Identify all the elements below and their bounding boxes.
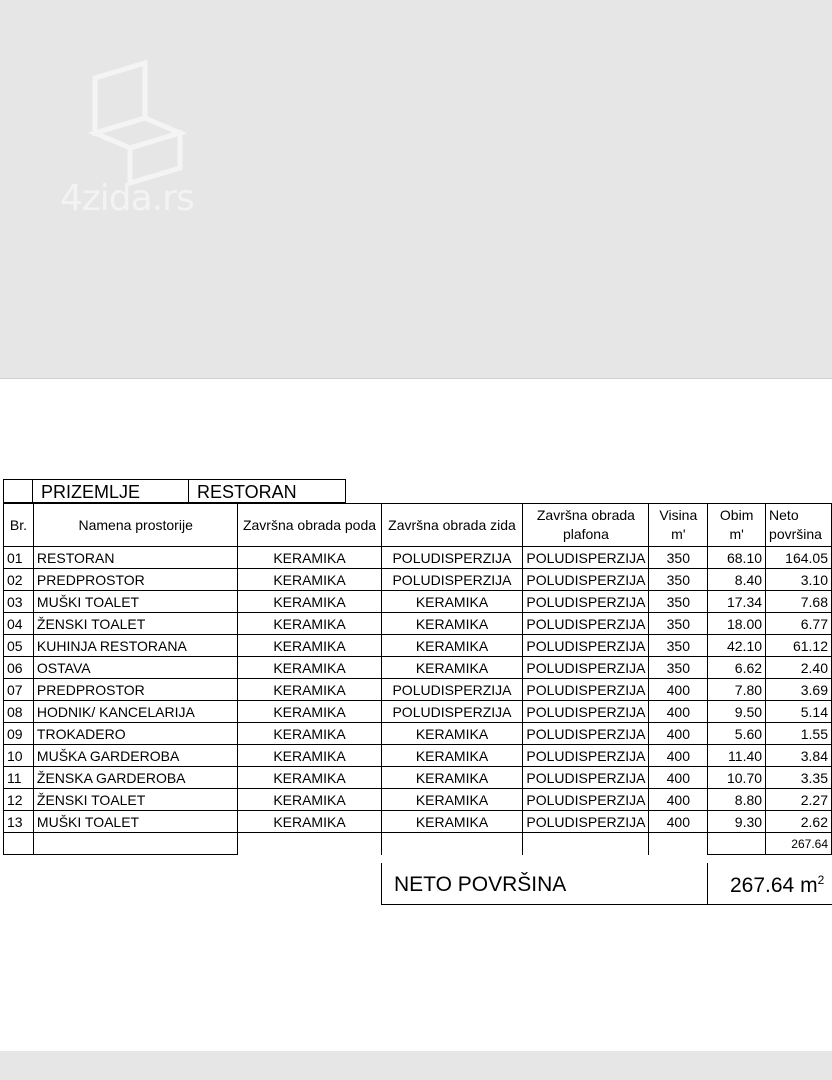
col-header: Završna obrada plafona [523, 504, 649, 547]
cell-name: OSTAVA [33, 657, 237, 679]
cell-zid: POLUDISPERZIJA [381, 569, 523, 591]
cell-visina: 400 [649, 745, 708, 767]
summary-divider [707, 863, 708, 905]
cell-zid: KERAMIKA [381, 613, 523, 635]
col-header: Namena prostorije [33, 504, 237, 547]
cell-plafon: POLUDISPERZIJA [523, 547, 649, 569]
table-row [4, 613, 832, 635]
cell-obim: 6.62 [708, 657, 766, 679]
table-row [4, 789, 832, 811]
table-row [4, 657, 832, 679]
cell-visina: 350 [649, 613, 708, 635]
cell-plafon: POLUDISPERZIJA [523, 679, 649, 701]
cell-br: 11 [4, 767, 34, 789]
cell-obim: 17.34 [708, 591, 766, 613]
cell-name: ŽENSKA GARDEROBA [33, 767, 237, 789]
col-header: Visina m' [649, 504, 708, 547]
cell-name: MUŠKA GARDEROBA [33, 745, 237, 767]
cell-neto: 1.55 [766, 723, 832, 745]
cell-zid: KERAMIKA [381, 635, 523, 657]
cell-pod: KERAMIKA [238, 613, 381, 635]
cell-plafon: POLUDISPERZIJA [523, 789, 649, 811]
cell-visina: 350 [649, 547, 708, 569]
cell-plafon: POLUDISPERZIJA [523, 591, 649, 613]
cell-zid: POLUDISPERZIJA [381, 547, 523, 569]
cell-visina: 350 [649, 569, 708, 591]
cell-name: RESTORAN [33, 547, 237, 569]
table-row [4, 811, 832, 833]
col-header: Br. [4, 504, 34, 547]
cell-obim: 7.80 [708, 679, 766, 701]
table-row [4, 635, 832, 657]
cell-name: ŽENSKI TOALET [33, 789, 237, 811]
cell-plafon: POLUDISPERZIJA [523, 635, 649, 657]
cell-pod: KERAMIKA [238, 679, 381, 701]
cell-obim: 9.50 [708, 701, 766, 723]
cell-neto: 2.27 [766, 789, 832, 811]
cell-pod: KERAMIKA [238, 811, 381, 833]
table-row [4, 723, 832, 745]
summary-unit-sup: 2 [817, 873, 825, 887]
cell-zid: POLUDISPERZIJA [381, 679, 523, 701]
cell-zid: POLUDISPERZIJA [381, 701, 523, 723]
cell-obim: 8.40 [708, 569, 766, 591]
cell-plafon: POLUDISPERZIJA [523, 745, 649, 767]
cell-zid: KERAMIKA [381, 811, 523, 833]
cell-pod: KERAMIKA [238, 789, 381, 811]
cell-name: MUŠKI TOALET [33, 811, 237, 833]
cell-zid: KERAMIKA [381, 591, 523, 613]
cell-pod: KERAMIKA [238, 569, 381, 591]
cell-plafon: POLUDISPERZIJA [523, 657, 649, 679]
summary-label: NETO POVRŠINA [394, 873, 567, 896]
cell-visina: 400 [649, 679, 708, 701]
table-total-row [4, 833, 832, 855]
cell-zid: KERAMIKA [381, 789, 523, 811]
cell-br: 08 [4, 701, 34, 723]
cell-name: PREDPROSTOR [33, 569, 237, 591]
cell-name: ŽENSKI TOALET [33, 613, 237, 635]
cell-visina: 350 [649, 657, 708, 679]
cell-neto: 61.12 [766, 635, 832, 657]
cell-visina: 400 [649, 767, 708, 789]
cell-obim: 18.00 [708, 613, 766, 635]
cell-empty [381, 833, 523, 855]
watermark-text: 4zida.rs [60, 178, 194, 219]
cell-visina: 400 [649, 811, 708, 833]
header-blank-cell [3, 479, 33, 503]
cell-pod: KERAMIKA [238, 767, 381, 789]
cell-br: 06 [4, 657, 34, 679]
unit-label: RESTORAN [188, 479, 346, 503]
cell-pod: KERAMIKA [238, 591, 381, 613]
cell-empty [4, 833, 34, 855]
col-header: Završna obrada zida [381, 504, 523, 547]
cell-br: 02 [4, 569, 34, 591]
cell-neto: 3.69 [766, 679, 832, 701]
cell-neto: 3.35 [766, 767, 832, 789]
cell-obim: 9.30 [708, 811, 766, 833]
cell-br: 10 [4, 745, 34, 767]
table-row [4, 591, 832, 613]
col-header: Neto površina [766, 504, 832, 547]
cell-br: 09 [4, 723, 34, 745]
cell-plafon: POLUDISPERZIJA [523, 701, 649, 723]
cell-obim: 42.10 [708, 635, 766, 657]
cell-plafon: POLUDISPERZIJA [523, 613, 649, 635]
cell-neto: 2.62 [766, 811, 832, 833]
cell-zid: KERAMIKA [381, 723, 523, 745]
cell-br: 03 [4, 591, 34, 613]
summary-value-number: 267.64 m [730, 874, 818, 897]
table-header-row [4, 504, 832, 547]
cell-neto: 3.84 [766, 745, 832, 767]
cell-total: 267.64 [766, 833, 832, 855]
summary-value [730, 873, 824, 898]
table-row [4, 679, 832, 701]
cell-neto: 2.40 [766, 657, 832, 679]
cell-empty [33, 833, 237, 855]
cell-obim: 11.40 [708, 745, 766, 767]
cell-name: KUHINJA RESTORANA [33, 635, 237, 657]
cell-name: TROKADERO [33, 723, 237, 745]
cell-pod: KERAMIKA [238, 547, 381, 569]
cell-br: 05 [4, 635, 34, 657]
cell-visina: 400 [649, 701, 708, 723]
cell-pod: KERAMIKA [238, 745, 381, 767]
cell-neto: 164.05 [766, 547, 832, 569]
cell-name: PREDPROSTOR [33, 679, 237, 701]
cell-br: 12 [4, 789, 34, 811]
document-sheet [0, 378, 832, 1051]
table-body [4, 547, 832, 855]
table-row [4, 701, 832, 723]
cell-neto: 6.77 [766, 613, 832, 635]
cell-obim: 8.80 [708, 789, 766, 811]
cell-pod: KERAMIKA [238, 701, 381, 723]
cell-neto: 7.68 [766, 591, 832, 613]
rooms-table [3, 503, 832, 855]
cell-zid: KERAMIKA [381, 657, 523, 679]
table-row [4, 745, 832, 767]
cell-neto: 3.10 [766, 569, 832, 591]
floor-label: PRIZEMLJE [32, 479, 189, 503]
cell-pod: KERAMIKA [238, 723, 381, 745]
cell-pod: KERAMIKA [238, 657, 381, 679]
cell-visina: 350 [649, 591, 708, 613]
cell-br: 04 [4, 613, 34, 635]
cell-plafon: POLUDISPERZIJA [523, 767, 649, 789]
cell-br: 13 [4, 811, 34, 833]
cell-empty [649, 833, 708, 855]
table-row [4, 569, 832, 591]
cell-obim: 68.10 [708, 547, 766, 569]
cell-empty [238, 833, 381, 855]
cell-visina: 350 [649, 635, 708, 657]
table-row [4, 767, 832, 789]
cell-obim: 10.70 [708, 767, 766, 789]
cell-visina: 400 [649, 789, 708, 811]
cell-plafon: POLUDISPERZIJA [523, 723, 649, 745]
cell-neto: 5.14 [766, 701, 832, 723]
cell-zid: KERAMIKA [381, 745, 523, 767]
cell-empty [708, 833, 766, 855]
cell-name: HODNIK/ KANCELARIJA [33, 701, 237, 723]
cell-plafon: POLUDISPERZIJA [523, 811, 649, 833]
col-header: Obim m' [708, 504, 766, 547]
cell-pod: KERAMIKA [238, 635, 381, 657]
cell-br: 07 [4, 679, 34, 701]
cell-empty [523, 833, 649, 855]
cell-zid: KERAMIKA [381, 767, 523, 789]
cell-plafon: POLUDISPERZIJA [523, 569, 649, 591]
summary-box [381, 863, 832, 905]
col-header: Završna obrada poda [238, 504, 381, 547]
cell-visina: 400 [649, 723, 708, 745]
cell-br: 01 [4, 547, 34, 569]
cell-name: MUŠKI TOALET [33, 591, 237, 613]
cell-obim: 5.60 [708, 723, 766, 745]
table-row [4, 547, 832, 569]
